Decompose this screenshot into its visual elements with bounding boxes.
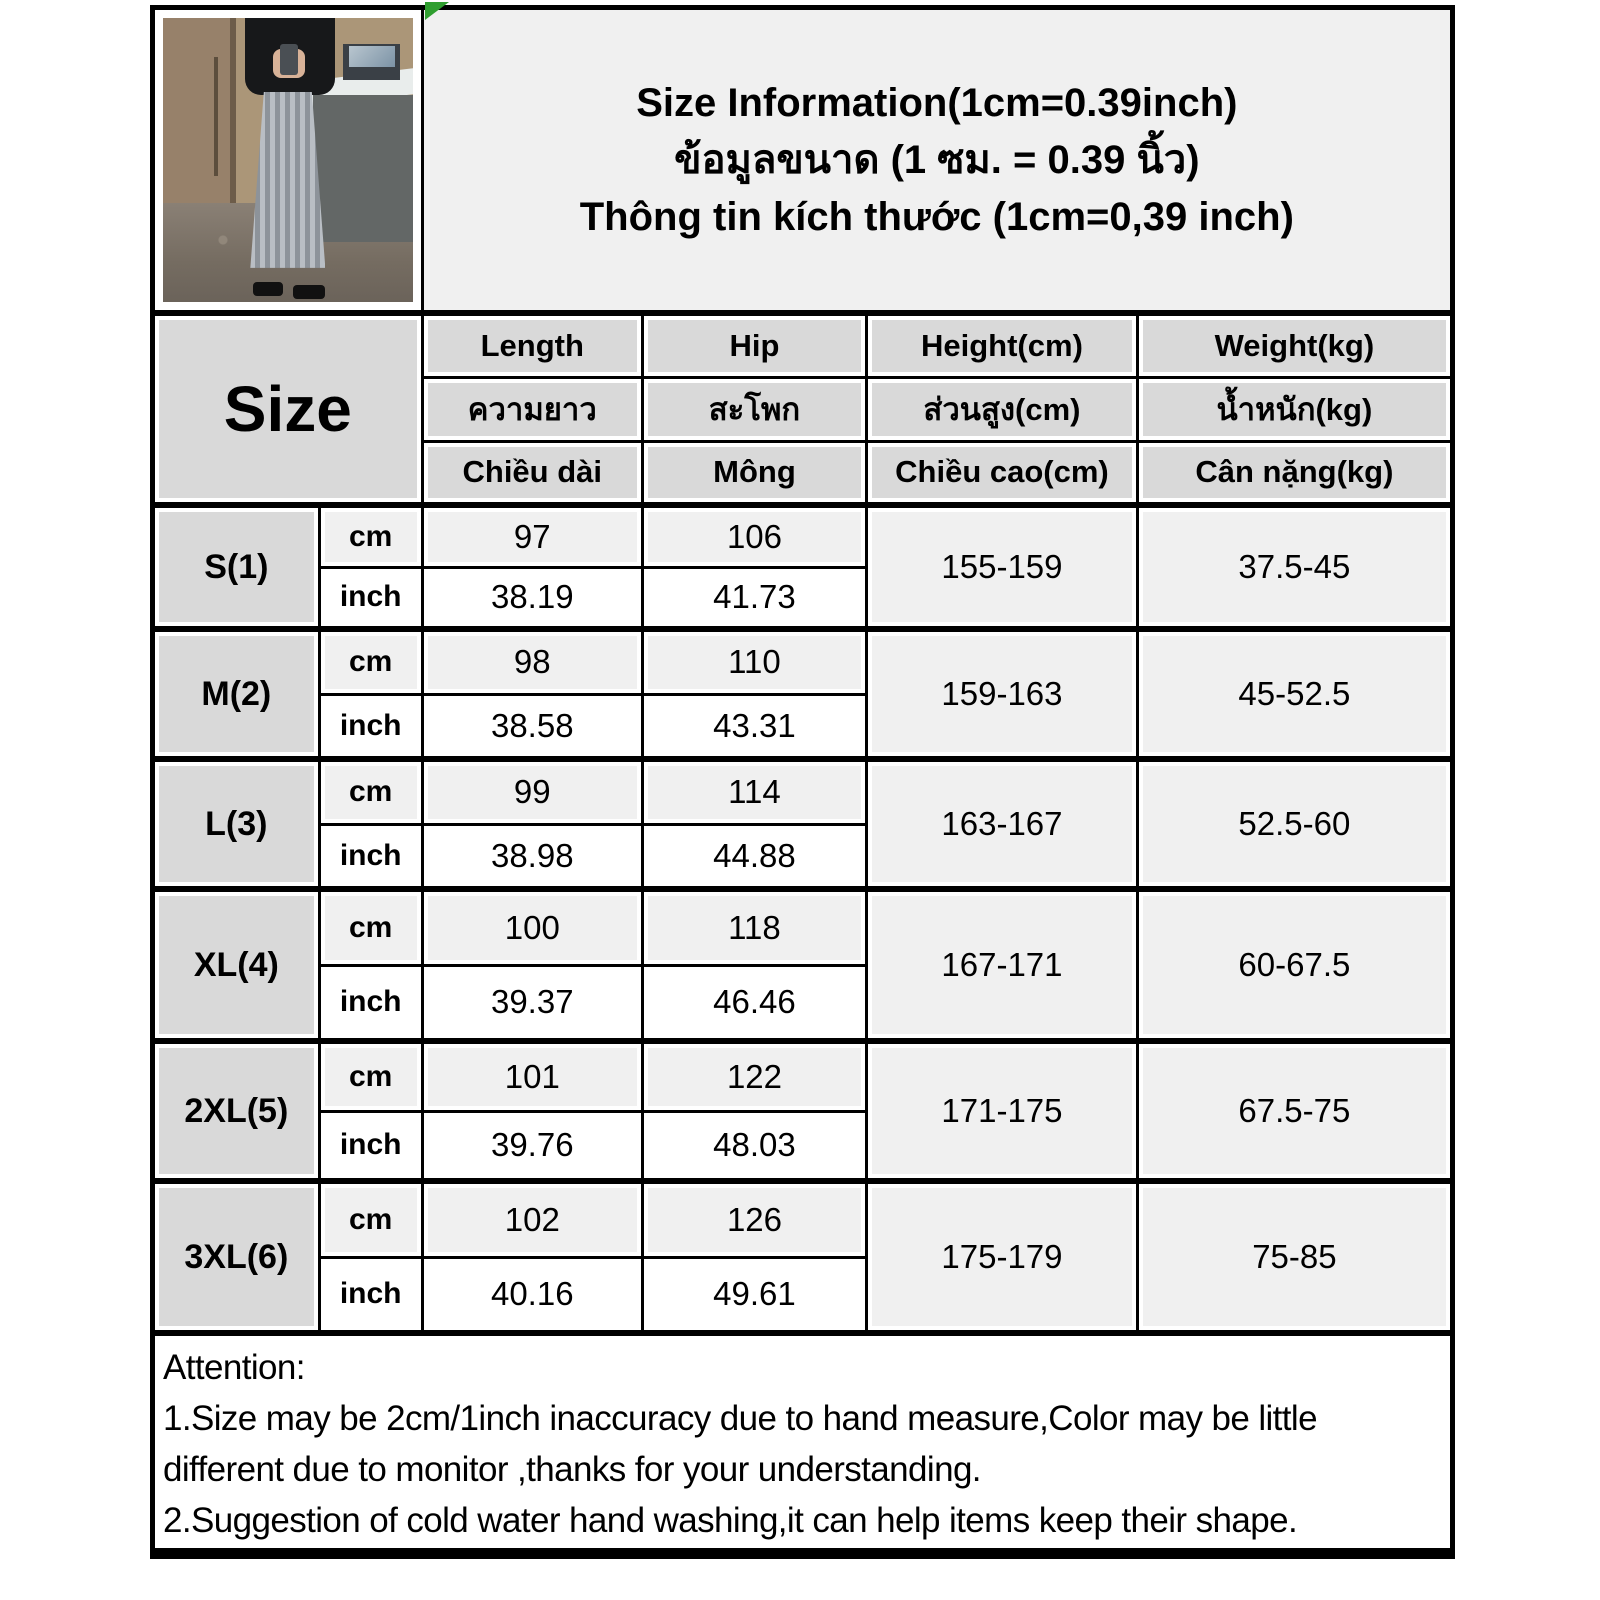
unit-inch-label: inch xyxy=(319,694,422,759)
length-inch-value: 39.76 xyxy=(422,1111,642,1181)
hip-inch-value: 46.46 xyxy=(642,965,866,1041)
length-inch-value: 38.98 xyxy=(422,824,642,889)
length-inch-value: 39.37 xyxy=(422,965,642,1041)
attention-line: 2.Suggestion of cold water hand washing,it can help items keep their shape. xyxy=(163,1501,1298,1540)
unit-inch-label: inch xyxy=(319,1111,422,1181)
size-table xyxy=(150,5,1455,1559)
height-range: 167-171 xyxy=(867,889,1138,1041)
col-header-hip-vi: Mông xyxy=(642,441,866,505)
hip-inch-value: 44.88 xyxy=(642,824,866,889)
row-size-label: L(3) xyxy=(153,759,320,889)
length-cm-value: 101 xyxy=(422,1041,642,1111)
title-vietnamese: Thông tin kích thước (1cm=0,39 inch) xyxy=(579,194,1294,239)
col-header-height-en: Height(cm) xyxy=(867,313,1138,377)
weight-range: 45-52.5 xyxy=(1137,629,1452,759)
col-header-height-vi: Chiều cao(cm) xyxy=(867,441,1138,505)
length-cm-value: 97 xyxy=(422,505,642,567)
col-header-length-en: Length xyxy=(422,313,642,377)
photo-door xyxy=(163,18,237,234)
unit-cm-label: cm xyxy=(319,629,422,694)
col-header-weight-vi: Cân nặng(kg) xyxy=(1137,441,1452,505)
hip-cm-value: 106 xyxy=(642,505,866,567)
weight-range: 67.5-75 xyxy=(1137,1041,1452,1181)
unit-inch-label: inch xyxy=(319,567,422,629)
col-header-weight-th: น้ำหนัก(kg) xyxy=(1137,377,1452,441)
height-range: 175-179 xyxy=(867,1181,1138,1333)
title-cell xyxy=(422,8,1452,314)
row-size-label: XL(4) xyxy=(153,889,320,1041)
unit-inch-label: inch xyxy=(319,824,422,889)
row-size-label: 2XL(5) xyxy=(153,1041,320,1181)
height-range: 171-175 xyxy=(867,1041,1138,1181)
attention-line: different due to monitor ,thanks for your understanding. xyxy=(163,1450,981,1489)
length-cm-value: 99 xyxy=(422,759,642,824)
title-english: Size Information(1cm=0.39inch) xyxy=(636,80,1238,125)
unit-inch-label: inch xyxy=(319,965,422,1041)
col-header-hip-th: สะโพก xyxy=(642,377,866,441)
size-chart-sheet xyxy=(150,5,1455,1559)
hip-inch-value: 48.03 xyxy=(642,1111,866,1181)
product-photo-cell xyxy=(153,8,423,314)
unit-cm-label: cm xyxy=(319,505,422,567)
title-thai: ข้อมูลขนาด (1 ซม. = 0.39 นิ้ว) xyxy=(674,137,1200,182)
length-inch-value: 38.58 xyxy=(422,694,642,759)
unit-cm-label: cm xyxy=(319,1041,422,1111)
photo-model-shoe xyxy=(253,282,283,296)
weight-range: 75-85 xyxy=(1137,1181,1452,1333)
hip-cm-value: 126 xyxy=(642,1181,866,1257)
attention-note xyxy=(153,1333,1453,1553)
length-inch-value: 38.19 xyxy=(422,567,642,629)
hip-cm-value: 114 xyxy=(642,759,866,824)
height-range: 163-167 xyxy=(867,759,1138,889)
row-size-label: S(1) xyxy=(153,505,320,629)
size-header-cell: Size xyxy=(153,313,423,505)
col-header-length-vi: Chiều dài xyxy=(422,441,642,505)
photo-laptop xyxy=(343,44,401,81)
hip-cm-value: 118 xyxy=(642,889,866,965)
photo-model-phone xyxy=(280,44,298,75)
weight-range: 37.5-45 xyxy=(1137,505,1452,629)
product-photo xyxy=(163,18,413,302)
length-cm-value: 102 xyxy=(422,1181,642,1257)
length-inch-value: 40.16 xyxy=(422,1257,642,1333)
weight-range: 60-67.5 xyxy=(1137,889,1452,1041)
row-size-label: 3XL(6) xyxy=(153,1181,320,1333)
photo-model-shoe xyxy=(293,285,326,299)
height-range: 159-163 xyxy=(867,629,1138,759)
attention-heading: Attention: xyxy=(163,1348,305,1387)
weight-range: 52.5-60 xyxy=(1137,759,1452,889)
height-range: 155-159 xyxy=(867,505,1138,629)
hip-inch-value: 43.31 xyxy=(642,694,866,759)
unit-cm-label: cm xyxy=(319,759,422,824)
unit-cm-label: cm xyxy=(319,1181,422,1257)
hip-inch-value: 49.61 xyxy=(642,1257,866,1333)
length-cm-value: 100 xyxy=(422,889,642,965)
col-header-weight-en: Weight(kg) xyxy=(1137,313,1452,377)
unit-inch-label: inch xyxy=(319,1257,422,1333)
unit-cm-label: cm xyxy=(319,889,422,965)
hip-cm-value: 110 xyxy=(642,629,866,694)
hip-cm-value: 122 xyxy=(642,1041,866,1111)
col-header-height-th: ส่วนสูง(cm) xyxy=(867,377,1138,441)
attention-line: 1.Size may be 2cm/1inch inaccuracy due to hand measure,Color may be little xyxy=(163,1399,1317,1438)
hip-inch-value: 41.73 xyxy=(642,567,866,629)
col-header-hip-en: Hip xyxy=(642,313,866,377)
length-cm-value: 98 xyxy=(422,629,642,694)
row-size-label: M(2) xyxy=(153,629,320,759)
col-header-length-th: ความยาว xyxy=(422,377,642,441)
